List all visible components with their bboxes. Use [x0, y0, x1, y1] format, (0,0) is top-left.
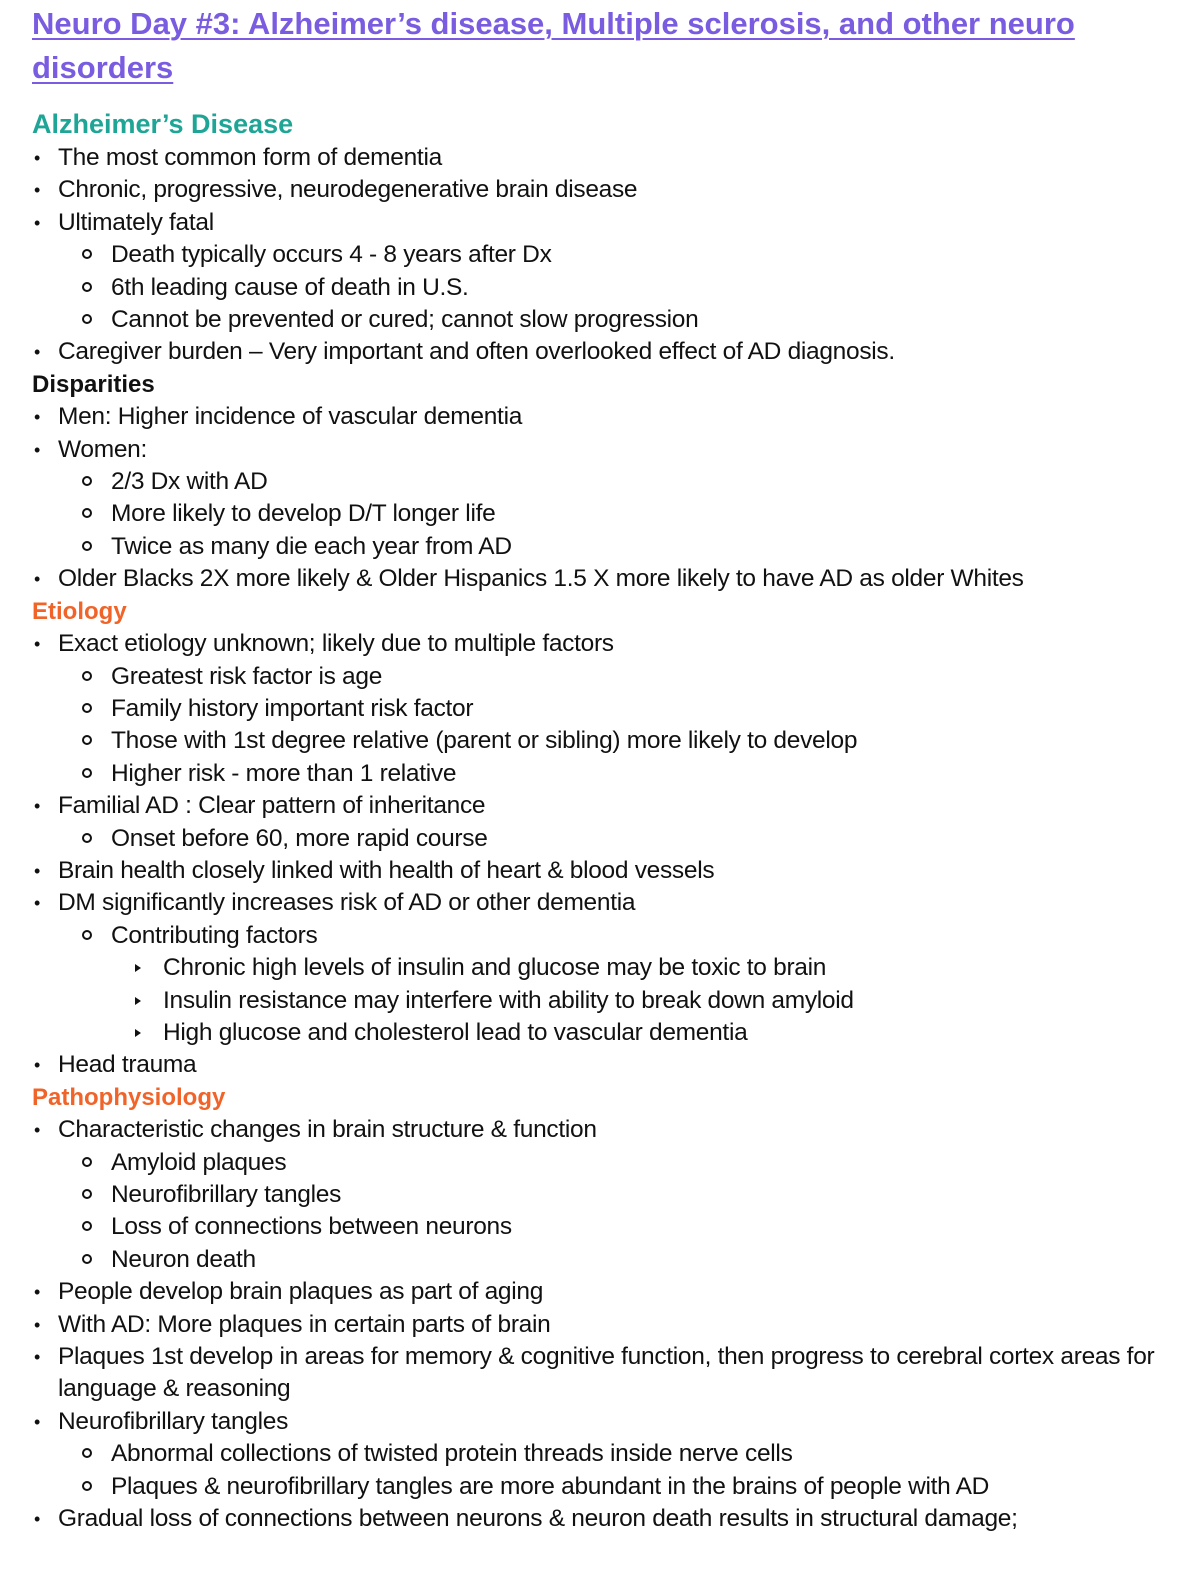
section-heading-alzheimers: Alzheimer’s Disease [32, 109, 294, 139]
list-item: Neuron death [32, 1244, 1192, 1276]
bullet-icon: • [33, 342, 40, 363]
document-page [32, 0, 1192, 1535]
bullet-icon: • [33, 569, 40, 590]
bullet-icon: • [33, 1411, 40, 1432]
bullet-icon: • [33, 1282, 40, 1303]
etiology-list [32, 628, 1192, 1082]
list-item: • Men: Higher incidence of vascular dementia [32, 401, 1192, 433]
circle-bullet-icon [82, 671, 92, 681]
list-item: Cannot be prevented or cured; cannot slow progression [32, 304, 1192, 336]
circle-bullet-icon [82, 541, 92, 551]
bullet-icon: • [33, 407, 40, 428]
list-item: Loss of connections between neurons [32, 1211, 1192, 1243]
list-item: 6th leading cause of death in U.S. [32, 272, 1192, 304]
bullet-icon: • [33, 893, 40, 914]
bullet-icon: • [33, 1314, 40, 1335]
circle-bullet-icon [82, 1157, 92, 1167]
circle-bullet-icon [82, 282, 92, 292]
list-item: Death typically occurs 4 - 8 years after Dx [32, 239, 1192, 271]
etiology-heading: Etiology [32, 597, 127, 625]
pathophysiology-list [32, 1114, 1192, 1535]
circle-bullet-icon [82, 1481, 92, 1491]
bullet-icon: • [33, 796, 40, 817]
list-item: Chronic high levels of insulin and glucose may be toxic to brain [32, 952, 1192, 984]
bullet-icon: • [33, 1509, 40, 1530]
list-item: • Plaques 1st develop in areas for memory & cognitive function, then progress to cerebral cortex areas for language & reasoning [32, 1341, 1192, 1406]
circle-bullet-icon [82, 1221, 92, 1231]
list-item: • Chronic, progressive, neurodegenerative brain disease [32, 174, 1192, 206]
triangle-bullet-icon [135, 1029, 141, 1037]
list-item: Contributing factors [32, 920, 1192, 952]
list-item: Higher risk - more than 1 relative [32, 758, 1192, 790]
list-item: Family history important risk factor [32, 693, 1192, 725]
bullet-icon: • [33, 439, 40, 460]
list-item: High glucose and cholesterol lead to vascular dementia [32, 1017, 1192, 1049]
disparities-list [32, 401, 1192, 595]
triangle-bullet-icon [135, 997, 141, 1005]
list-item: • Women: [32, 434, 1192, 466]
circle-bullet-icon [82, 476, 92, 486]
list-item: • Neurofibrillary tangles [32, 1406, 1192, 1438]
list-item: Greatest risk factor is age [32, 661, 1192, 693]
list-item: • Ultimately fatal [32, 207, 1192, 239]
bullet-icon: • [33, 212, 40, 233]
list-item: • Head trauma [32, 1049, 1192, 1081]
bullet-icon: • [33, 1055, 40, 1076]
circle-bullet-icon [82, 1448, 92, 1458]
list-item: Abnormal collections of twisted protein threads inside nerve cells [32, 1438, 1192, 1470]
list-item: Amyloid plaques [32, 1147, 1192, 1179]
bullet-icon: • [33, 148, 40, 168]
list-item: Those with 1st degree relative (parent or sibling) more likely to develop [32, 725, 1192, 757]
list-item: • Characteristic changes in brain structure & function [32, 1114, 1192, 1146]
list-item: • People develop brain plaques as part of aging [32, 1276, 1192, 1308]
circle-bullet-icon [82, 249, 92, 259]
circle-bullet-icon [82, 1189, 92, 1199]
bullet-icon: • [33, 1120, 40, 1141]
list-item: Insulin resistance may interfere with ability to break down amyloid [32, 985, 1192, 1017]
list-item: Onset before 60, more rapid course [32, 823, 1192, 855]
bullet-icon: • [33, 180, 40, 201]
circle-bullet-icon [82, 930, 92, 940]
circle-bullet-icon [82, 1254, 92, 1264]
list-item: More likely to develop D/T longer life [32, 498, 1192, 530]
circle-bullet-icon [82, 735, 92, 745]
list-item: Plaques & neurofibrillary tangles are more abundant in the brains of people with AD [32, 1471, 1192, 1503]
list-item: • Familial AD : Clear pattern of inheritance [32, 790, 1192, 822]
bullet-icon: • [33, 860, 40, 881]
circle-bullet-icon [82, 703, 92, 713]
list-item: • Brain health closely linked with health of heart & blood vessels [32, 855, 1192, 887]
list-item: • The most common form of dementia [32, 142, 1192, 174]
list-item: • With AD: More plaques in certain parts of brain [32, 1309, 1192, 1341]
circle-bullet-icon [82, 833, 92, 843]
list-item: Neurofibrillary tangles [32, 1179, 1192, 1211]
document-title: Neuro Day #3: Alzheimer’s disease, Multiple sclerosis, and other neuro disorders [32, 6, 1075, 85]
bullet-icon: • [33, 634, 40, 655]
list-item: 2/3 Dx with AD [32, 466, 1192, 498]
circle-bullet-icon [82, 314, 92, 324]
list-item: Twice as many die each year from AD [32, 531, 1192, 563]
disparities-heading: Disparities [32, 370, 155, 398]
bullet-icon: • [33, 1347, 40, 1368]
list-item: • Caregiver burden – Very important and often overlooked effect of AD diagnosis. [32, 336, 1192, 368]
list-item: • Older Blacks 2X more likely & Older Hispanics 1.5 X more likely to have AD as older Whites [32, 563, 1192, 595]
intro-list [32, 142, 1192, 369]
circle-bullet-icon [82, 508, 92, 518]
list-item: • Gradual loss of connections between neurons & neuron death results in structural damage; [32, 1503, 1192, 1535]
pathophysiology-heading: Pathophysiology [32, 1083, 226, 1111]
list-item: • Exact etiology unknown; likely due to multiple factors [32, 628, 1192, 660]
triangle-bullet-icon [135, 964, 141, 972]
circle-bullet-icon [82, 768, 92, 778]
list-item: • DM significantly increases risk of AD or other dementia [32, 887, 1192, 919]
